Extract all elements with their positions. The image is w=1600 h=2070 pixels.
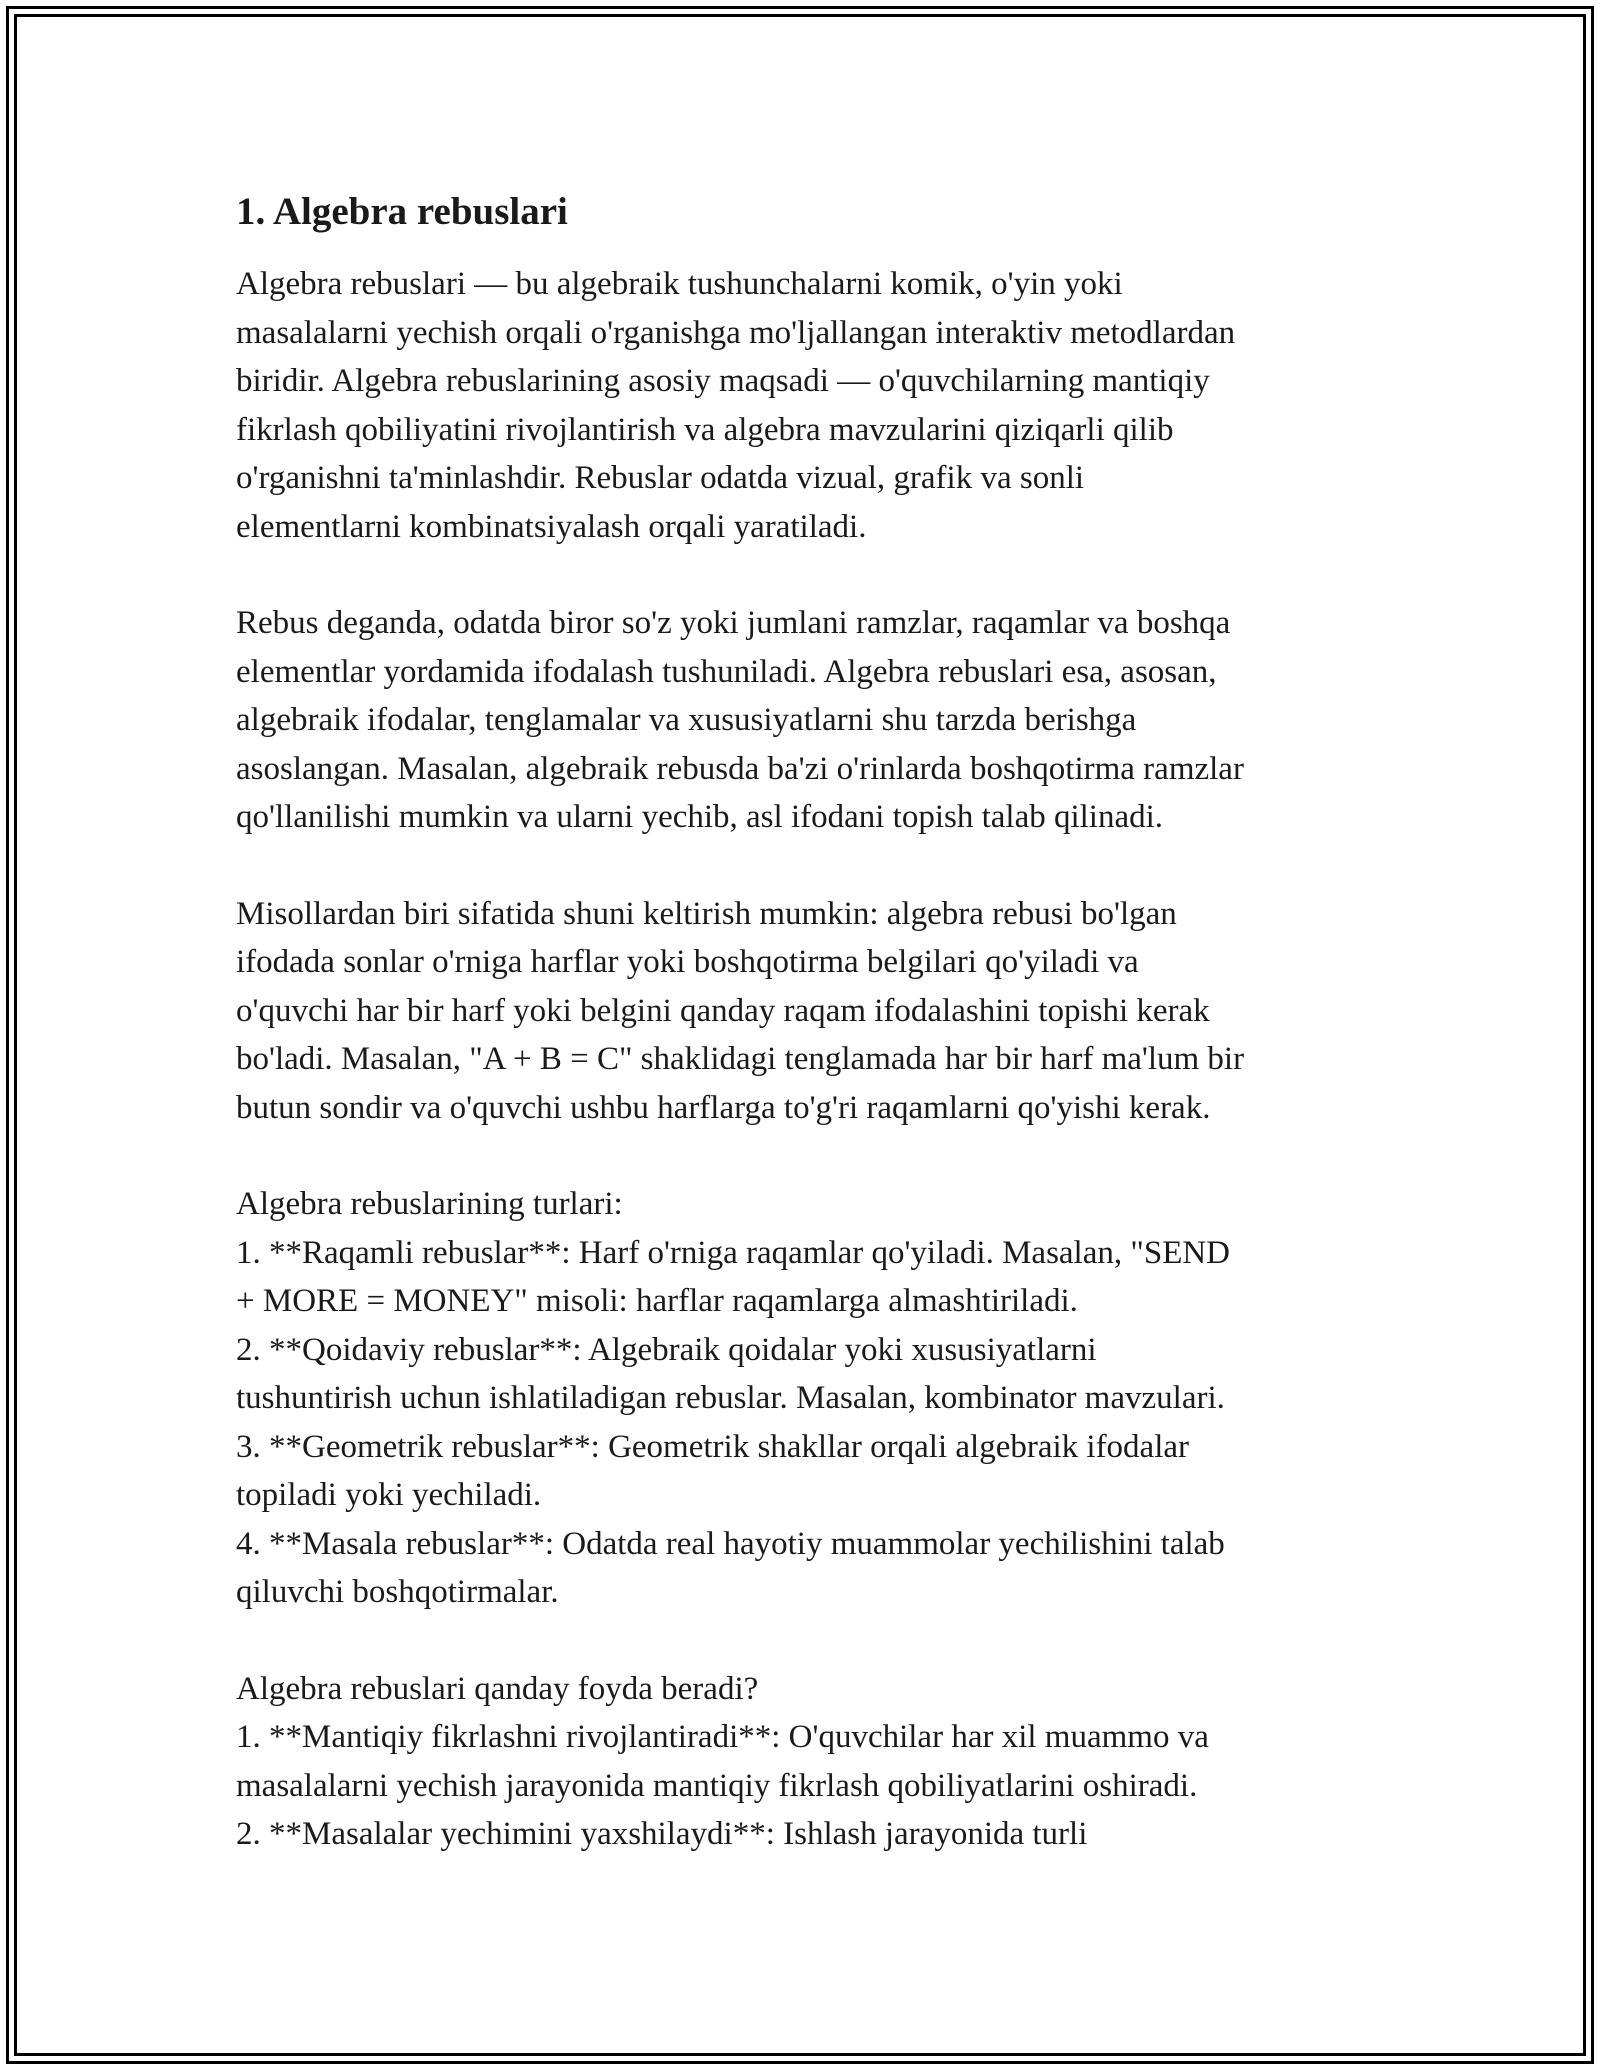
paragraph-types-list: Algebra rebuslarining turlari: 1. **Raqamli rebuslar**: Harf o'rniga raqamlar qo'yiladi. Masalan, "SEND + MORE = MONEY" misoli: harflar raqamlarga almashtiriladi. 2. **Qoidaviy rebuslar**: Algebraik qoidalar yoki xususiyatlarni tushuntirish uchun ishlatiladigan rebuslar. Masalan, kombinator mavzulari. 3. **Geometrik rebuslar**: Geometrik shakllar orqali algebraik ifodalar topiladi yoki yechiladi. 4. **Masala rebuslar**: Odatda real hayotiy muammolar yechilishini talab qiluvchi boshqotirmalar. (236, 1186, 1231, 1610)
paragraph-example: Misollardan biri sifatida shuni keltirish mumkin: algebra rebusi bo'lgan ifodada sonlar o'rniga harflar yoki boshqotirma belgilari qo'yiladi va o'quvchi har bir harf yoki belgini qanday raqam ifodalashini topishi kerak bo'ladi. Masalan, "A + B = C" shaklidagi tenglamada har bir harf ma'lum bir butun sondir va o'quvchi ushbu harflarga to'g'ri raqamlarni qo'yishi kerak. (236, 895, 1245, 1126)
document-body (236, 186, 1366, 1859)
paragraph-benefits-list: Algebra rebuslari qanday foyda beradi? 1. **Mantiqiy fikrlashni rivojlantiradi**: O'quvchilar har xil muammo va masalalarni yechish jarayonida mantiqiy fikrlash qobiliyatlarini oshiradi. 2. **Masalalar yechimini yaxshilaydi**: Ishlash jarayonida turli (236, 1670, 1209, 1852)
section-heading: 1. Algebra rebuslari (236, 190, 568, 233)
paragraph-definition: Rebus deganda, odatda biror so'z yoki jumlani ramzlar, raqamlar va boshqa elementlar yordamida ifodalash tushuniladi. Algebra rebuslari esa, asosan, algebraik ifodalar, tenglamalar va xususiyatlarni shu tarzda berishga asoslangan. Masalan, algebraik rebusda ba'zi o'rinlarda boshqotirma ramzlar qo'llanilishi mumkin va ularni yechib, asl ifodani topish talab qilinadi. (236, 605, 1244, 835)
paragraph-intro: Algebra rebuslari — bu algebraik tushunchalarni komik, o'yin yoki masalalarni yechish orqali o'rganishga mo'ljallangan interaktiv metodlardan biridir. Algebra rebuslarining asosiy maqsadi — o'quvchilarning mantiqiy fikrlash qobiliyatini rivojlantirish va algebra mavzularini qiziqarli qilib o'rganishni ta'minlashdir. Rebuslar odatda vizual, grafik va sonli elementlarni kombinatsiyalash orqali yaratiladi. (236, 266, 1236, 545)
